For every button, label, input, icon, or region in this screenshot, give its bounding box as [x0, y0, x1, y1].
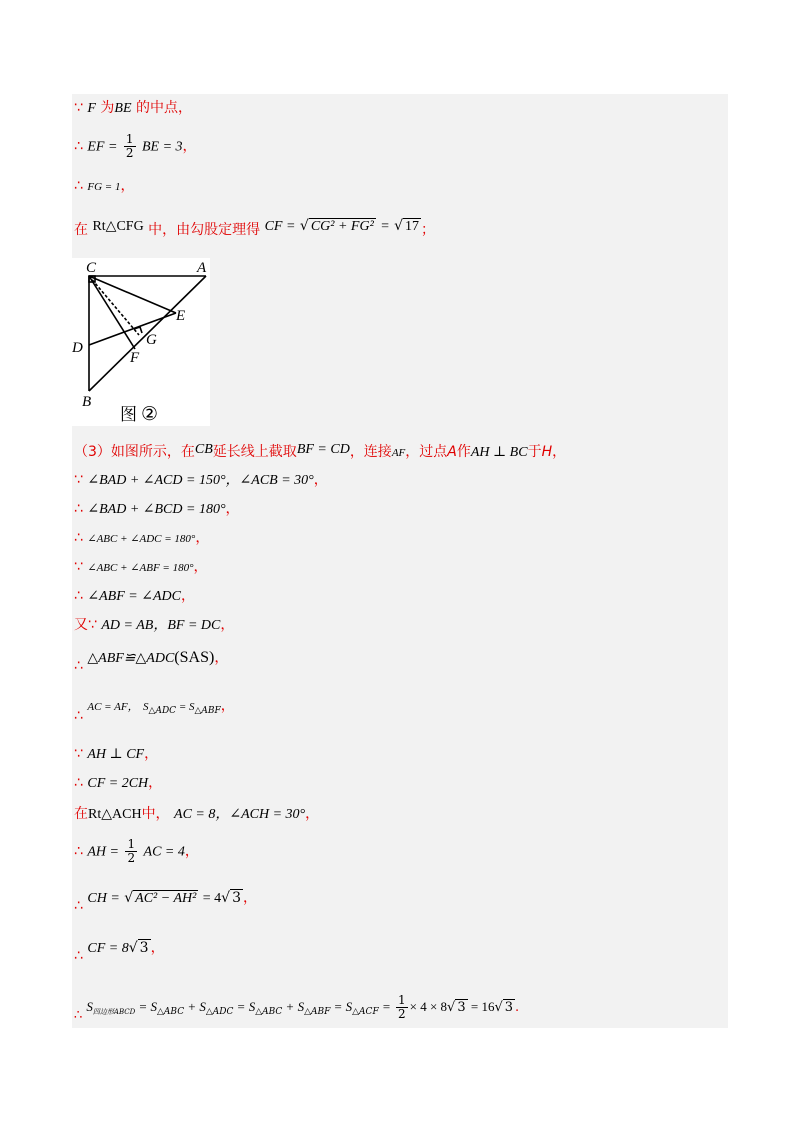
punct: ，: [225, 501, 240, 517]
line-ch: [74, 888, 257, 916]
sqrt-17: √ 17: [394, 218, 420, 234]
fraction: [396, 994, 408, 1021]
therefore-symbol: ∴: [74, 178, 83, 194]
line-f-midpoint: [74, 98, 192, 119]
label-d: D: [72, 340, 83, 356]
var: H: [541, 444, 553, 460]
label-c: C: [86, 260, 97, 276]
math-expr: △ABF≌△ADC: [87, 651, 175, 666]
therefore-symbol: ∴: [74, 775, 83, 791]
line-abc-adc: [74, 528, 209, 549]
therefore-symbol: ∴: [74, 501, 83, 517]
math-expr: AH ⊥ CF: [87, 747, 145, 762]
sqrt-3: √ 3: [494, 1000, 514, 1015]
sqrt-3: √ 3: [221, 890, 241, 906]
punct: ，: [220, 698, 235, 714]
punct: ，: [184, 843, 199, 860]
equals: =: [330, 999, 346, 1014]
frac-den: 2: [127, 851, 136, 865]
math-expr: ∠ABF = ∠ADC: [87, 589, 181, 604]
text: ，过点: [405, 444, 448, 460]
text: ，连接: [349, 444, 392, 460]
radicand: CG² + FG²: [310, 219, 374, 234]
triangle-name: Rt△CFG: [92, 219, 144, 234]
because-symbol: ∵: [88, 617, 97, 633]
radicand-3: 3: [139, 940, 149, 956]
because-symbol: ∵: [74, 559, 83, 575]
frac-den: 2: [125, 146, 134, 160]
math-lhs: AH =: [87, 844, 119, 860]
punct: ，: [148, 775, 163, 791]
frac-num: 1: [397, 993, 406, 1007]
because-symbol: ∵: [74, 100, 83, 116]
math-expr: AC = AF，: [87, 701, 139, 713]
area-s: S: [143, 701, 149, 713]
math-lhs: EF =: [87, 139, 118, 155]
punct: ，: [180, 588, 195, 604]
therefore-symbol: ∴: [74, 658, 83, 674]
therefore-symbol: ∴: [74, 898, 83, 914]
therefore-symbol: ∴: [74, 948, 83, 964]
geometry-figure: [72, 258, 210, 426]
punct: ，: [150, 940, 165, 956]
math-lhs: CF = 8: [87, 941, 129, 956]
equals: =: [176, 701, 190, 713]
line-cf-value: [74, 938, 165, 966]
math: BF = CD: [296, 442, 350, 457]
punct: ，: [214, 650, 229, 666]
var-be: BE: [114, 101, 132, 116]
radicand-3: 3: [232, 890, 241, 906]
text-midpoint: 的中点，: [131, 100, 192, 116]
label-e: E: [176, 308, 186, 324]
math: AH ⊥ BC: [470, 445, 528, 460]
text: 延长线上截取: [212, 444, 297, 460]
text-wei: 为: [95, 100, 115, 116]
line-ac-af: [74, 696, 235, 726]
area-s: S: [297, 999, 305, 1014]
line-ad-ab: [74, 615, 234, 636]
radicand-3: 3: [504, 1000, 514, 1015]
figure-number: ②: [141, 403, 159, 425]
text: 于: [527, 444, 542, 460]
text-also: 又: [74, 617, 88, 633]
radicand-17: 17: [405, 219, 420, 234]
line-bad-bcd: [74, 499, 240, 520]
text: ，: [552, 444, 567, 460]
area-sub: △ABF: [194, 706, 221, 716]
equals: =: [380, 219, 390, 234]
label-b: B: [82, 394, 92, 410]
frac-den: 2: [397, 1007, 406, 1021]
plus: +: [282, 999, 298, 1014]
var-f: F: [87, 101, 96, 116]
fraction: [125, 838, 137, 865]
math-rhs: AC = 4: [143, 844, 185, 860]
area-s: S: [150, 999, 158, 1014]
text-zhong: 中，: [141, 806, 170, 822]
because-symbol: ∵: [74, 746, 83, 762]
line-part3-intro: [74, 440, 566, 463]
fraction: [124, 133, 136, 160]
label-a: A: [197, 260, 207, 276]
math-expr: AC = 8，∠ACH = 30°: [174, 807, 306, 822]
figure-caption: 图: [120, 405, 137, 425]
line-ef: [74, 133, 197, 160]
area-s: S: [248, 999, 256, 1014]
text: 作: [456, 444, 471, 460]
area-s: S: [345, 999, 353, 1014]
line-area-total: [74, 994, 519, 1026]
area-sub: 四边形ABCD: [92, 1008, 136, 1016]
equals: =: [233, 999, 249, 1014]
line-cf-2ch: [74, 773, 162, 794]
area-sub: △ADC: [205, 1007, 234, 1017]
var: CB: [194, 442, 213, 457]
area-sub: △ABC: [255, 1007, 283, 1017]
math-rhs: = 4: [202, 891, 222, 906]
product: × 4 × 8: [409, 999, 448, 1014]
label-f: F: [130, 350, 140, 366]
plus: +: [184, 999, 200, 1014]
math-expr: FG = 1: [87, 181, 121, 193]
sqrt-3: √ 3: [447, 1000, 466, 1015]
punct: ，: [182, 138, 197, 155]
therefore-symbol: ∴: [74, 1008, 83, 1023]
therefore-symbol: ∴: [74, 843, 83, 860]
line-abc-abf: [74, 557, 208, 578]
line-congruent: [74, 648, 228, 676]
frac-num: 1: [125, 132, 134, 146]
line-fg: [74, 176, 134, 197]
math-expr: ∠ABC + ∠ADC = 180°: [87, 533, 196, 545]
because-symbol: ∵: [74, 472, 83, 488]
area-sub: △ADC: [148, 706, 177, 716]
line-ah: [74, 838, 199, 865]
text-pythagoras: 中，由勾股定理得: [148, 222, 261, 238]
equals: =: [378, 999, 394, 1014]
punct: ，: [220, 617, 235, 633]
sqrt: √ AC² − AH²: [124, 890, 197, 906]
triangle-name: Rt△ACH: [88, 807, 142, 822]
punct: ，: [144, 746, 159, 762]
math-expr: CF = 2CH: [87, 776, 149, 791]
label-g: G: [146, 332, 157, 348]
var: A: [447, 444, 457, 460]
line-abf-adc: [74, 586, 195, 607]
punct: ，: [305, 806, 320, 822]
line-cf: [74, 216, 435, 240]
figure-svg: [72, 258, 210, 426]
math-expr: ∠BAD + ∠BCD = 180°: [87, 502, 226, 517]
sas-label: (SAS): [174, 649, 215, 666]
area-s: S: [189, 701, 195, 713]
area-s: S: [86, 999, 93, 1014]
text-zai: 在: [74, 222, 88, 238]
line-ah-cf: [74, 744, 158, 765]
math-expr: ∠ABC + ∠ABF = 180°: [87, 562, 194, 574]
math-rhs: BE = 3: [141, 139, 183, 155]
math-expr: ∠BAD + ∠ACD = 150°，∠ACB = 30°: [87, 473, 314, 488]
punct: .: [515, 1000, 520, 1015]
therefore-symbol: ∴: [74, 138, 83, 155]
result: = 16: [467, 999, 495, 1014]
area-sub: △ACF: [352, 1007, 379, 1017]
therefore-symbol: ∴: [74, 530, 83, 546]
math-expr: AD = AB，BF = DC: [101, 618, 221, 633]
equals: =: [135, 999, 151, 1014]
area-s: S: [199, 999, 206, 1014]
line-angle-sum: [74, 470, 328, 491]
sqrt-3: √ 3: [128, 940, 149, 956]
punct: ，: [193, 559, 208, 575]
var: AF: [391, 447, 406, 459]
line-rt-ach: [74, 804, 319, 825]
punct: ，: [313, 472, 328, 488]
therefore-symbol: ∴: [74, 588, 83, 604]
math-lhs: CH =: [87, 891, 120, 906]
punct: ，: [195, 530, 210, 546]
math-lhs: CF =: [264, 219, 296, 234]
sqrt: √ CG² + FG²: [299, 218, 374, 234]
punct: ，: [120, 178, 135, 194]
punct: ，: [243, 890, 257, 906]
text: （3）如图所示，在: [74, 444, 195, 460]
frac-num: 1: [127, 837, 136, 851]
radicand: AC² − AH²: [135, 891, 197, 906]
punct: ；: [421, 222, 436, 238]
radicand-3: 3: [457, 1000, 466, 1015]
therefore-symbol: ∴: [74, 708, 83, 724]
text-zai: 在: [74, 806, 88, 822]
area-sub: △ABC: [157, 1007, 185, 1017]
area-sub: △ABF: [304, 1007, 331, 1017]
